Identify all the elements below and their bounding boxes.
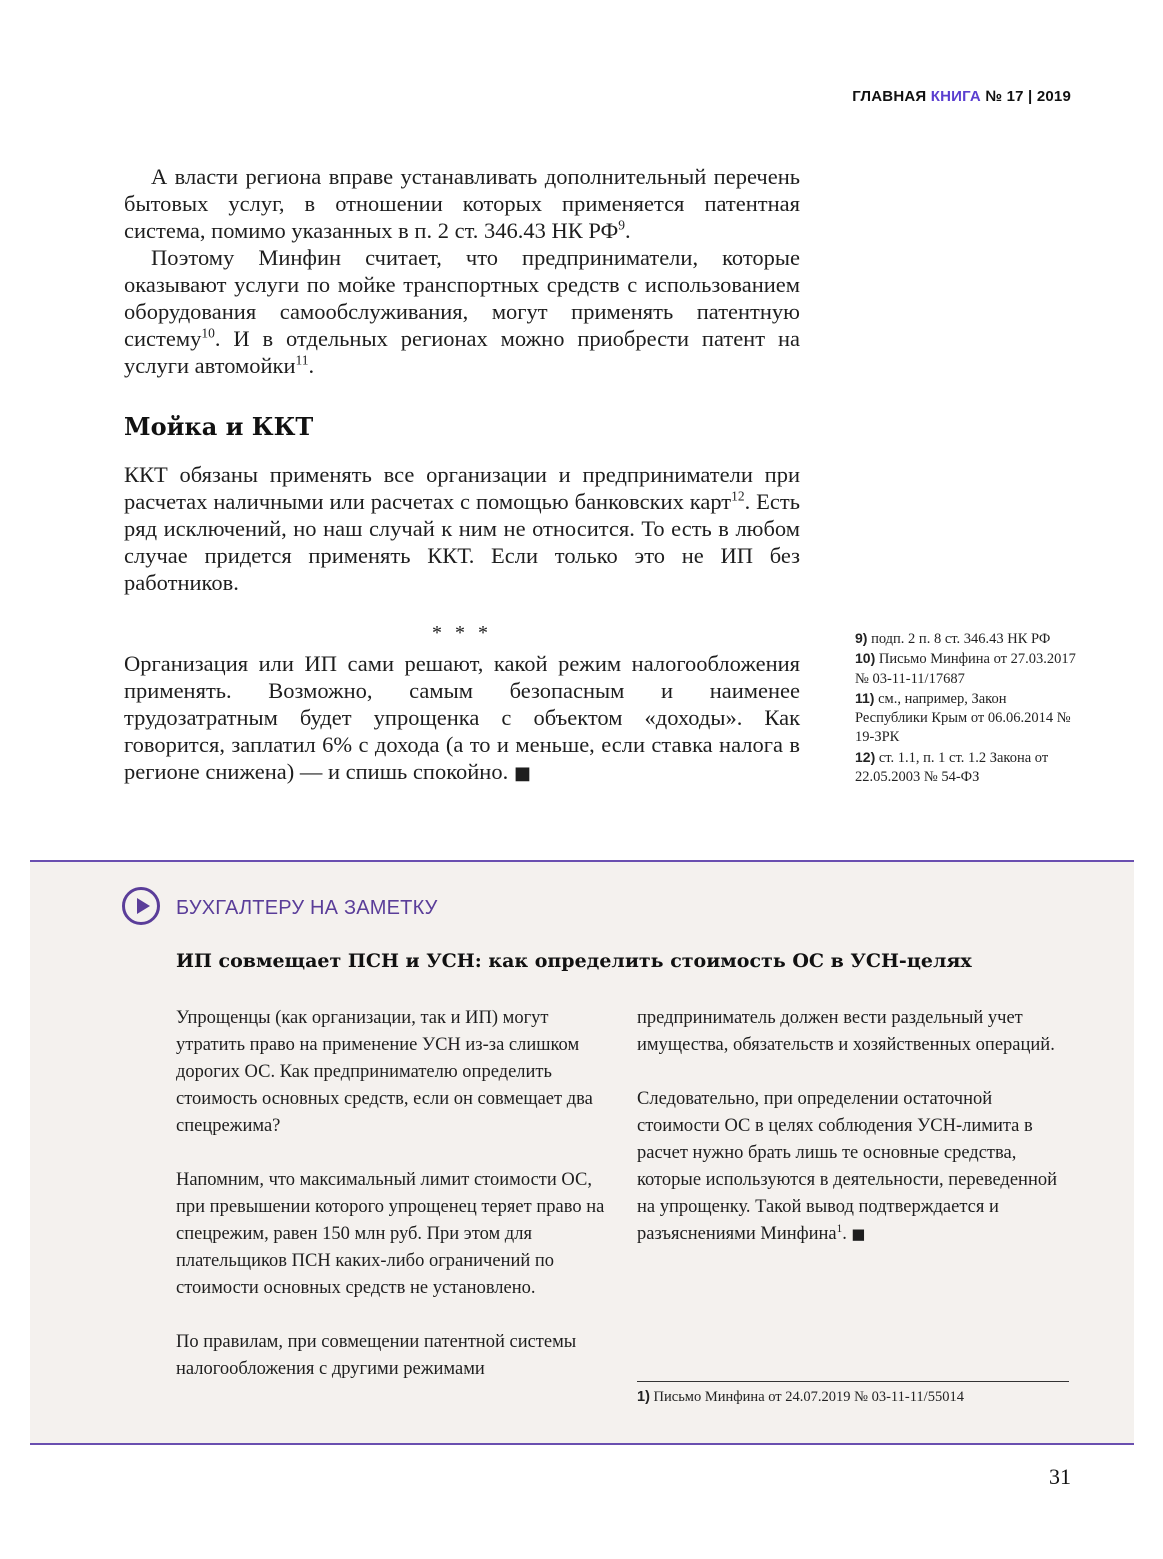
paragraph: По правилам, при совмещении патентной системы налогообложения с другими режимами — [176, 1332, 577, 1379]
article-section-intro — [124, 163, 800, 379]
end-mark: ■ — [851, 1226, 866, 1243]
play-icon — [122, 887, 160, 925]
paragraph: Упрощенцы (как организации, так и ИП) могут утратить право на применение УСН из-за слишком дорогих ОС. Как предпринимателю определить стоимость основных средств, если он совмещает два спецрежима? — [176, 1008, 593, 1136]
paragraph: А власти региона вправе устанавливать дополнительный перечень бытовых услуг, в отношении которых применяется патентная система, помимо указанных в п. 2 ст. 346.43 НК $РФ^9$. — [124, 164, 800, 243]
page-number: 31 — [1049, 1464, 1071, 1489]
footnote: 11) см., например, Закон Республики Крым от 06.06.2014 № 19-ЗРК — [855, 689, 1071, 746]
footnote-divider — [637, 1381, 1069, 1382]
page-header — [852, 88, 1071, 105]
footnote: 9) подп. 2 п. 8 ст. 346.43 НК РФ — [855, 630, 1051, 647]
section-separator: * * * — [432, 622, 492, 644]
box-column-right — [637, 1005, 1077, 1275]
paragraph: Поэтому Минфин считает, что предприниматели, которые оказывают услуги по мойке транспортных средств с использованием оборудования самообслуживания, могут применять патентную систему$^{10}$. И в отдельных регионах можно приобрести патент на услуги автомойки$^{11}$. — [124, 245, 800, 378]
footnote: 10) Письмо Минфина от 27.03.2017 № 03-11-11/17687 — [855, 650, 1076, 687]
paragraph: предприниматель должен вести раздельный учет имущества, обязательств и хозяйственных операций. — [637, 1008, 1055, 1055]
paragraph: Следовательно, при определении остаточной стоимости ОС в целях соблюдения УСН-лимита в расчет нужно брать лишь те основные средства, которые используются в деятельности, переведенной на упрощенку. Такой вывод подтверждается и разъяснениями Минфина$^1$. ■ — [637, 1089, 1058, 1244]
footnote: 12) ст. 1.1, п. 1 ст. 1.2 Закона от 22.05.2003 № 54-ФЗ — [855, 748, 1049, 786]
footnote-ref: 10 — [201, 325, 215, 341]
box-label: БУХГАЛТЕРУ НА ЗАМЕТКУ — [176, 897, 438, 919]
paragraph: Организация или ИП сами решают, какой режим налогообложения применять. Возможно, самым безопасным и наименее трудозатратным будет упрощенка с объектом «доходы». Как говорится, заплатил 6% с дохода (а то и меньше, если ставка налога в регионе снижена) — и спишь спокойно. ■ — [124, 651, 800, 784]
accountant-note-box — [30, 860, 1134, 1445]
paragraph: Напомним, что максимальный лимит стоимости ОС, при превышении которого упрощенец теряет право на спецрежим, равен 150 млн руб. При этом для плательщиков ПСН каких-либо ограничений по стоимости основных средств не установлено. — [176, 1170, 605, 1298]
brand-name-part2: КНИГА — [930, 88, 981, 105]
box-column-left — [176, 1005, 606, 1410]
article-section-kkt — [124, 461, 800, 596]
box-footnote: 1) Письмо Минфина от 24.07.2019 № 03-11-11/55014 — [637, 1389, 964, 1405]
footnote-ref: 12 — [731, 488, 745, 504]
section-heading: Мойка и ККТ — [124, 412, 314, 441]
article-conclusion — [124, 650, 800, 787]
footnote-ref: 1 — [836, 1222, 843, 1235]
box-title: ИП совмещает ПСН и УСН: как определить стоимость ОС в УСН-целях — [176, 950, 972, 972]
footnote-ref: 9 — [618, 217, 626, 233]
end-mark: ■ — [513, 763, 531, 784]
paragraph: ККТ обязаны применять все организации и предприниматели при расчетах наличными или расчетах с помощью банковских карт$^{12}$. Есть ряд исключений, но наш случай к ним не относится. То есть в любом случае придется применять ККТ. Если только это не ИП без работников. — [124, 462, 800, 595]
footnotes-column — [855, 629, 1080, 787]
issue-number: № 17 | 2019 — [985, 88, 1071, 105]
footnote-ref: 11 — [295, 352, 309, 368]
brand-name-part1: ГЛАВНАЯ — [852, 88, 927, 105]
